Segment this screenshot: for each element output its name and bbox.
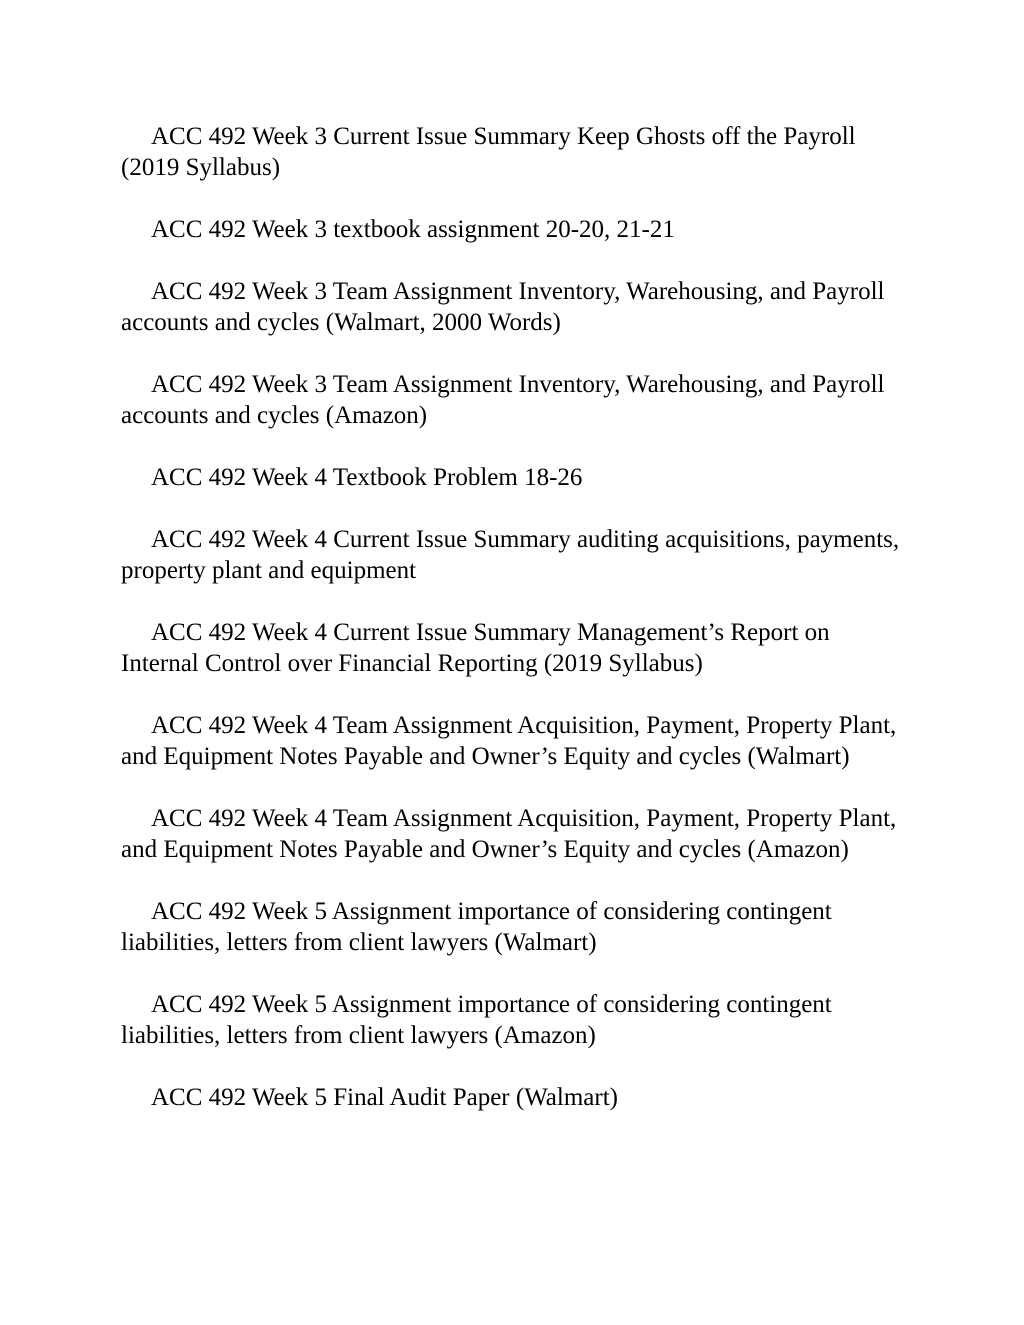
paragraph: ACC 492 Week 3 Team Assignment Inventory, Warehousing, and Payroll accounts and cycles (Amazon) [121,371,885,429]
paragraph: ACC 492 Week 3 Current Issue Summary Keep Ghosts off the Payroll (2019 Syllabus) [121,123,856,181]
paragraph: ACC 492 Week 4 Team Assignment Acquisition, Payment, Property Plant, and Equipment Notes Payable and Owner’s Equity and cycles (Walmart) [121,712,897,770]
paragraph: ACC 492 Week 4 Textbook Problem 18-26 [151,464,583,491]
document-body [121,121,911,1144]
paragraph: ACC 492 Week 5 Final Audit Paper (Walmart) [151,1084,618,1111]
paragraph: ACC 492 Week 3 textbook assignment 20-20, 21-21 [151,216,675,243]
paragraph: ACC 492 Week 4 Current Issue Summary Management’s Report on Internal Control over Financial Reporting (2019 Syllabus) [121,619,830,677]
paragraph: ACC 492 Week 5 Assignment importance of considering contingent liabilities, letters from client lawyers (Walmart) [121,898,832,956]
paragraph: ACC 492 Week 3 Team Assignment Inventory, Warehousing, and Payroll accounts and cycles (Walmart, 2000 Words) [121,278,885,336]
paragraph: ACC 492 Week 5 Assignment importance of considering contingent liabilities, letters from client lawyers (Amazon) [121,991,832,1049]
paragraph: ACC 492 Week 4 Team Assignment Acquisition, Payment, Property Plant, and Equipment Notes Payable and Owner’s Equity and cycles (Amazon) [121,805,897,863]
paragraph: ACC 492 Week 4 Current Issue Summary auditing acquisitions, payments, property plant and equipment [121,526,900,584]
